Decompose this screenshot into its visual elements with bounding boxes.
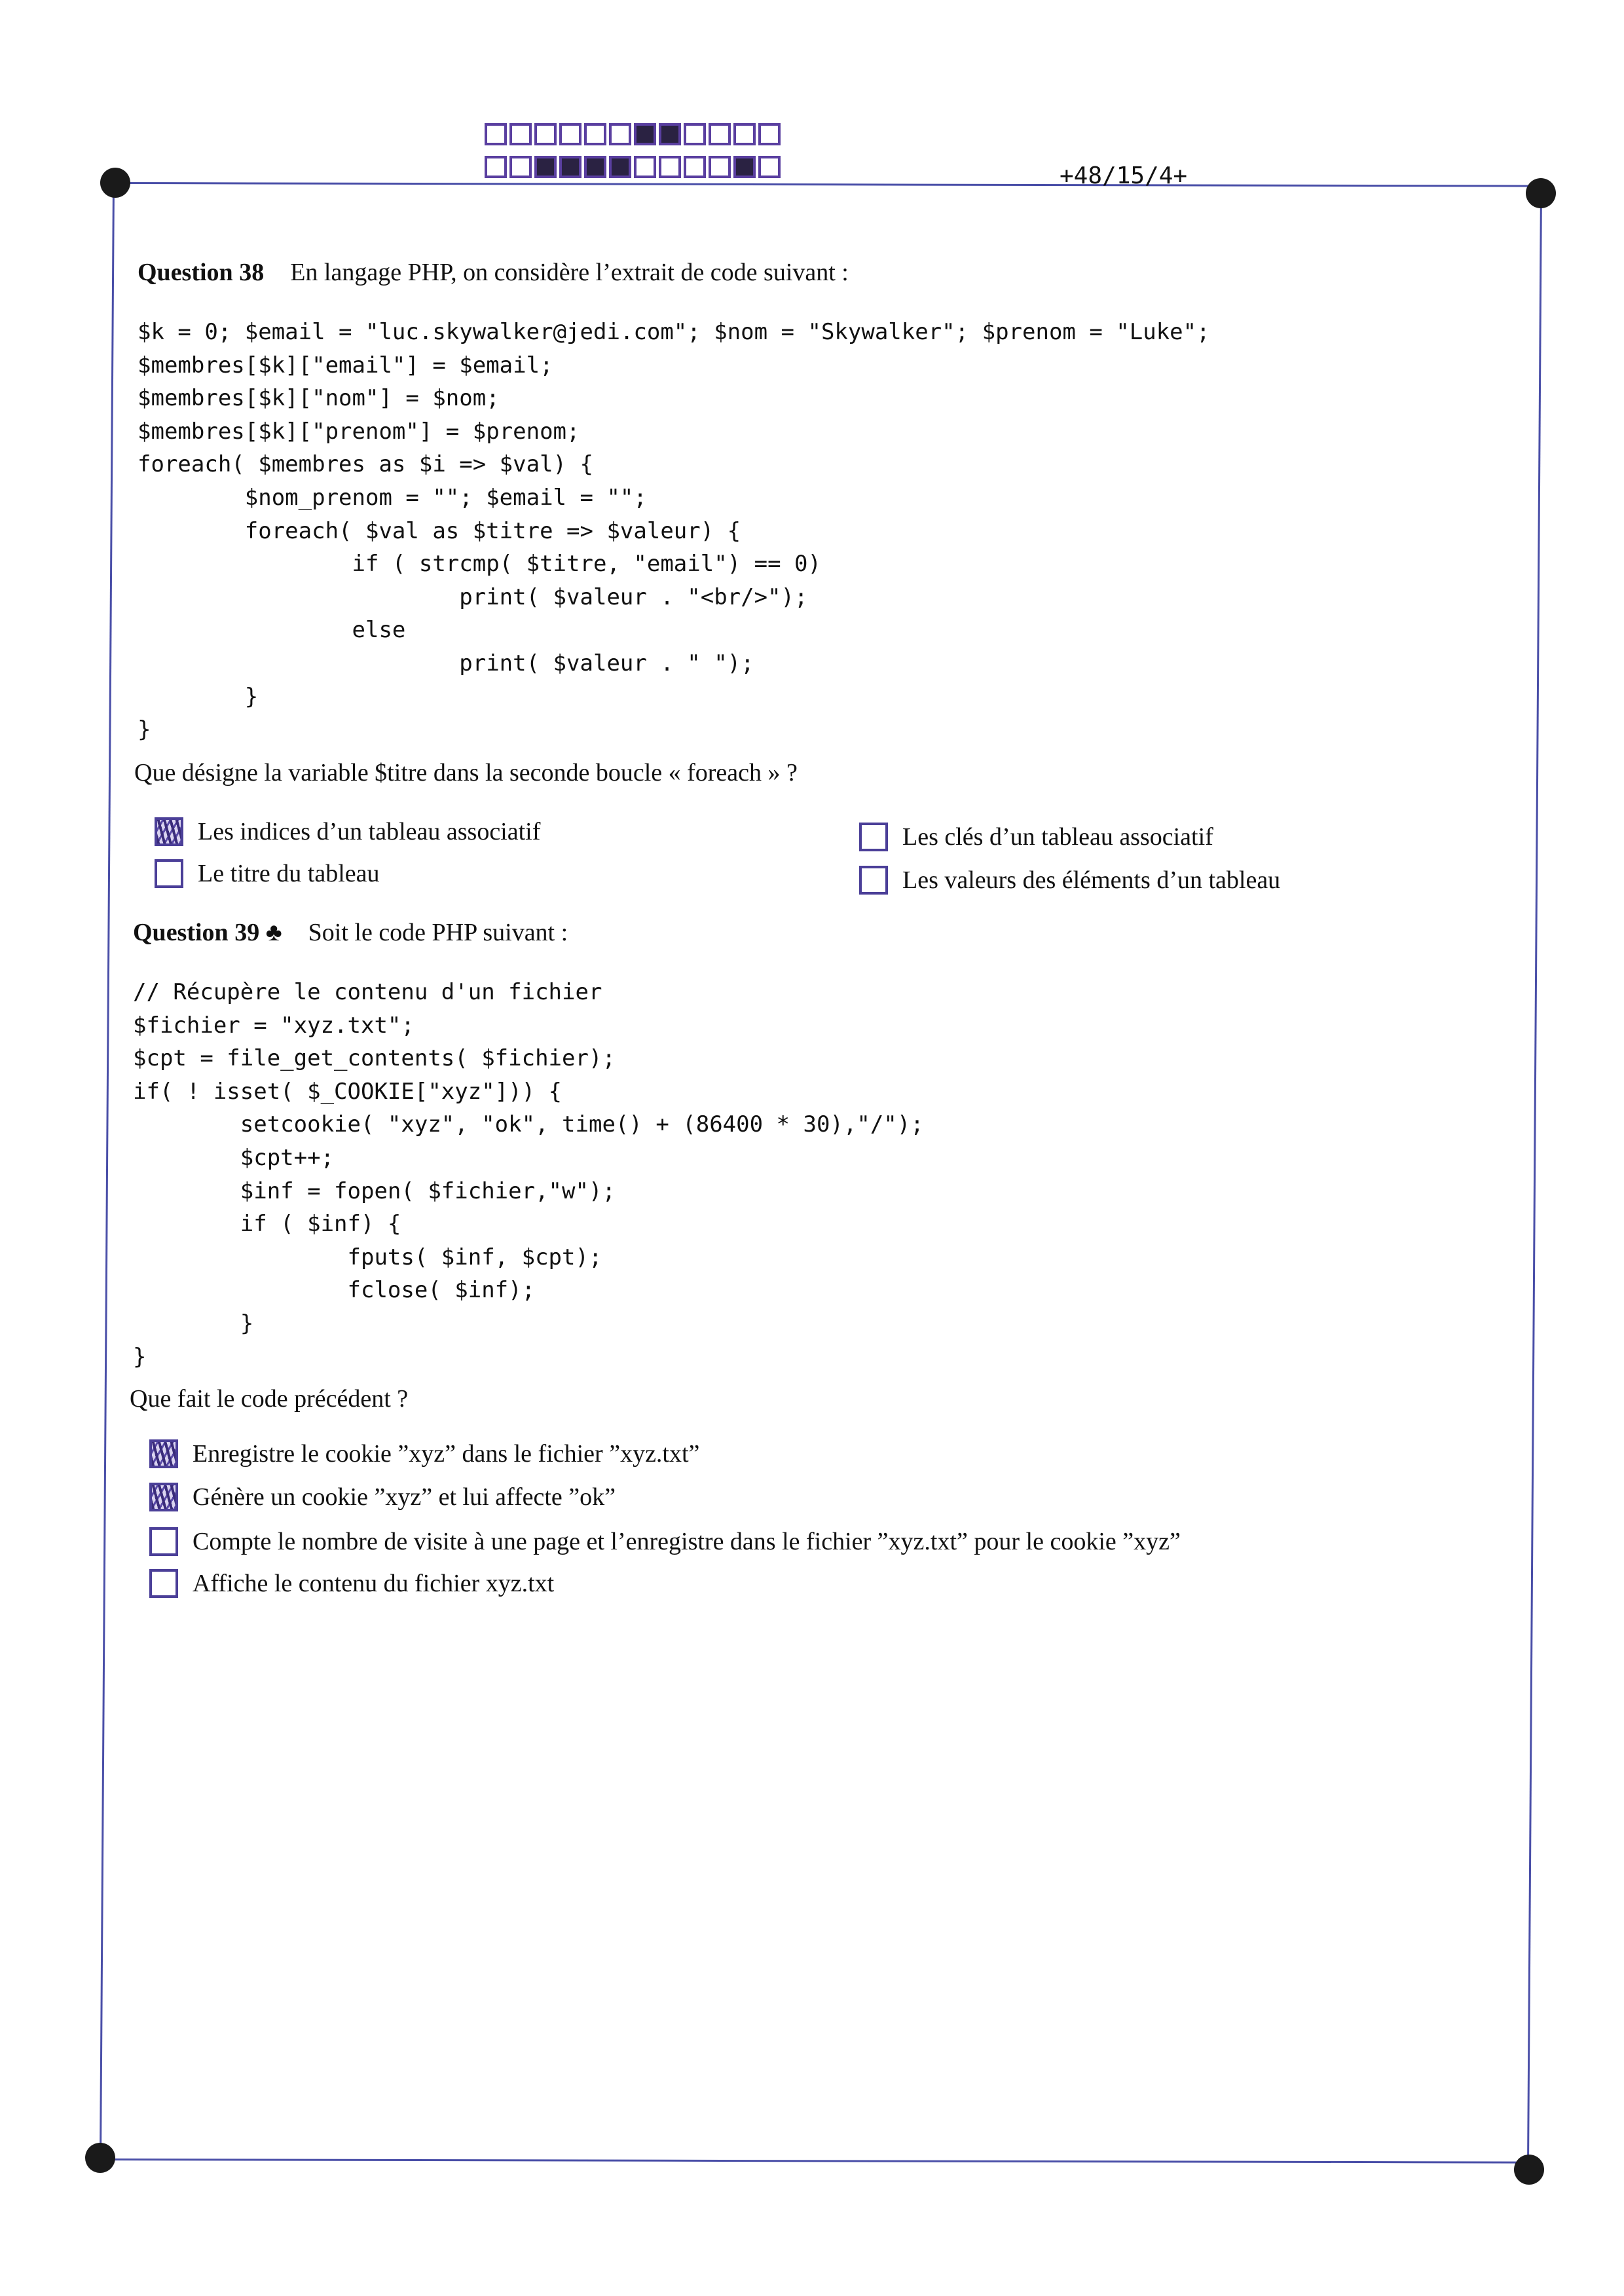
question-39-prompt: Que fait le code précédent ? (130, 1385, 409, 1413)
q38-code-line: $membres[$k]["prenom"] = $prenom; (138, 418, 580, 445)
corner-mark-bottom-right (1514, 2155, 1544, 2185)
q39-choice-4[interactable] (149, 1569, 554, 1598)
q39-code-line: fclose( $inf); (347, 1277, 536, 1304)
barcode-cell (758, 156, 781, 178)
barcode-cell (559, 156, 581, 178)
barcode-top-row (485, 123, 783, 145)
question-39-code (133, 976, 924, 1373)
q39-choice-1-label: Enregistre le cookie ”xyz” dans le fichier ”xyz.txt” (193, 1440, 700, 1468)
q39-code-line: } (240, 1310, 254, 1337)
barcode-cell (559, 123, 581, 145)
q38-code-line: print( $valeur . "<br/>"); (459, 583, 808, 610)
barcode-cell (534, 123, 557, 145)
q38-code-line: $nom_prenom = ""; $email = ""; (244, 484, 647, 511)
q38-choice-3-label: Les clés d’un tableau associatif (902, 823, 1213, 851)
barcode-cell (534, 156, 557, 178)
question-39-number: Question 39 ♣ (133, 919, 282, 946)
question-39-heading (133, 918, 568, 947)
q39-choice-3[interactable] (149, 1527, 1181, 1556)
q38-code-line: foreach( $val as $titre => $valeur) { (244, 517, 741, 544)
q39-choice-2-label: Génère un cookie ”xyz” et lui affecte ”ok” (193, 1483, 616, 1511)
q38-choice-4-label: Les valeurs des éléments d’un tableau (902, 866, 1281, 894)
q38-choice-1-checkbox[interactable] (155, 817, 183, 846)
q39-choice-1-checkbox[interactable] (149, 1439, 178, 1468)
q39-choice-3-label: Compte le nombre de visite à une page et l’enregistre dans le fichier ”xyz.txt” pour le cookie ”xyz” (193, 1528, 1181, 1555)
q38-code-line: foreach( $membres as $i => $val) { (138, 451, 593, 478)
barcode-cell (509, 156, 532, 178)
q38-choice-2[interactable] (155, 859, 380, 888)
q38-choice-4-checkbox[interactable] (859, 866, 888, 895)
frame-left-line (100, 183, 115, 2160)
frame-right-line (1527, 191, 1542, 2165)
q39-choice-2-checkbox[interactable] (149, 1483, 178, 1511)
frame-bottom-line (100, 2158, 1534, 2164)
barcode-cell (709, 123, 731, 145)
corner-mark-bottom-left (85, 2143, 115, 2173)
q38-choice-3-checkbox[interactable] (859, 823, 888, 851)
q38-choice-1-label: Les indices d’un tableau associatif (198, 818, 541, 845)
question-38-text: En langage PHP, on considère l’extrait de code suivant : (290, 259, 849, 286)
barcode-cell (485, 156, 507, 178)
corner-mark-top-left (100, 168, 130, 198)
q39-code-line: $cpt++; (240, 1144, 335, 1171)
q39-choice-3-checkbox[interactable] (149, 1527, 178, 1556)
q39-choice-1[interactable] (149, 1439, 699, 1468)
q39-code-line: $fichier = "xyz.txt"; (133, 1012, 415, 1039)
q39-choice-4-label: Affiche le contenu du fichier xyz.txt (193, 1570, 555, 1597)
barcode-cell (659, 123, 681, 145)
barcode-bottom-row (485, 156, 783, 178)
barcode-cell (509, 123, 532, 145)
barcode-cell (609, 156, 631, 178)
barcode-cell (709, 156, 731, 178)
q39-code-line: if ( $inf) { (240, 1211, 401, 1238)
question-39-text: Soit le code PHP suivant : (308, 919, 568, 946)
barcode-cell (684, 156, 706, 178)
barcode-cell (609, 123, 631, 145)
barcode-cell (733, 123, 756, 145)
frame-top-line (113, 182, 1540, 187)
q39-choice-2[interactable] (149, 1483, 616, 1511)
q38-choice-1[interactable] (155, 817, 540, 846)
barcode-cell (584, 123, 606, 145)
question-38-heading (138, 258, 849, 287)
barcode-cell (733, 156, 756, 178)
q38-code-line: } (138, 716, 151, 743)
barcode-cell (684, 123, 706, 145)
barcode-cell (485, 123, 507, 145)
page-id: +48/15/4+ (1060, 162, 1188, 189)
q38-choice-4[interactable] (859, 866, 1280, 895)
q38-code-line: $k = 0; $email = "luc.skywalker@jedi.com"; $nom = "Skywalker"; $prenom = "Luke"; (138, 319, 1210, 345)
q38-choice-2-checkbox[interactable] (155, 859, 183, 888)
q38-code-line: else (352, 617, 406, 644)
question-38-prompt: Que désigne la variable $titre dans la seconde boucle « foreach » ? (134, 759, 798, 787)
barcode-cell (634, 156, 656, 178)
barcode-cell (584, 156, 606, 178)
q39-code-line: // Récupère le contenu d'un fichier (133, 979, 602, 1005)
q39-code-line: $inf = fopen( $fichier,"w"); (240, 1177, 616, 1204)
q39-code-line: fputs( $inf, $cpt); (347, 1244, 602, 1270)
q38-code-line: $membres[$k]["nom"] = $nom; (138, 385, 500, 412)
q39-code-line: $cpt = file_get_contents( $fichier); (133, 1045, 616, 1072)
q39-code-line: } (133, 1343, 147, 1370)
q38-code-line: print( $valeur . " "); (459, 650, 754, 676)
q39-choice-4-checkbox[interactable] (149, 1569, 178, 1598)
question-38-code (138, 316, 1210, 747)
q38-code-line: $membres[$k]["email"] = $email; (138, 352, 553, 379)
barcode-cell (758, 123, 781, 145)
q39-code-line: setcookie( "xyz", "ok", time() + (86400 * 30),"/"); (240, 1111, 924, 1138)
barcode-cell (634, 123, 656, 145)
corner-mark-top-right (1526, 178, 1556, 208)
barcode-cell (659, 156, 681, 178)
q38-choice-3[interactable] (859, 823, 1213, 851)
q38-code-line: if ( strcmp( $titre, "email") == 0) (352, 551, 821, 578)
q39-code-line: if( ! isset( $_COOKIE["xyz"])) { (133, 1078, 563, 1105)
q38-code-line: } (244, 683, 259, 710)
question-38-number: Question 38 (138, 259, 265, 286)
q38-choice-2-label: Le titre du tableau (198, 860, 380, 887)
